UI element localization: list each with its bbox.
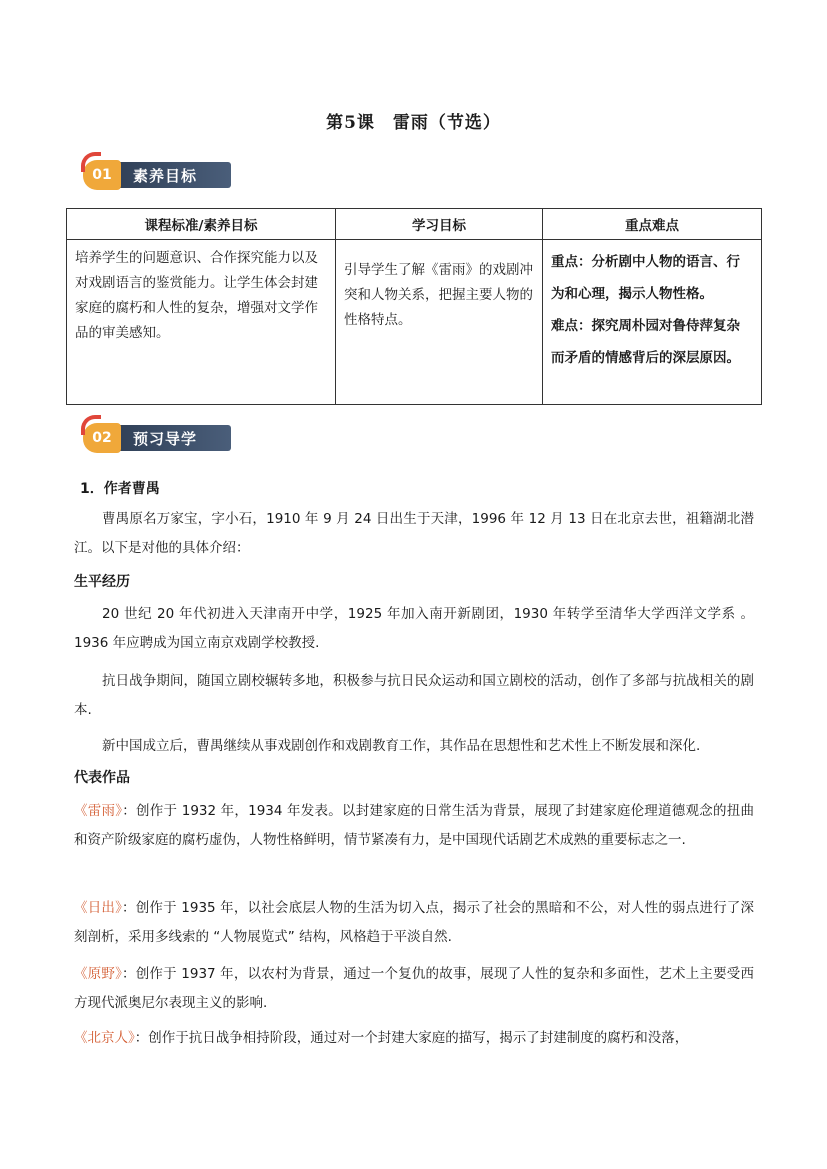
author-intro: 曹禺原名万家宝，字小石，1910 年 9 月 24 日出生于天津，1996 年 12 月 13 日在北京去世，祖籍湖北潜江。以下是对他的具体介绍： [74, 511, 754, 556]
badge-arc-decoration [81, 152, 101, 172]
table-row [67, 240, 762, 405]
badge-label: 预习导学 [133, 430, 198, 448]
life-paragraph-1: 20 世纪 20 年代初进入天津南开中学，1925 年加入南开新剧团，1930 年转学至清华大学西洋文学系 。1936 年应聘成为国立南京戏剧学校教授. [74, 606, 754, 651]
work-description: ：创作于抗日战争相持阶段，通过对一个封建大家庭的描写，揭示了封建制度的腐朽和没落， [134, 1030, 689, 1046]
badge-number: 02 [83, 423, 121, 453]
goals-table [66, 208, 762, 405]
badge-number: 01 [83, 160, 121, 190]
life-heading: 生平经历 [74, 574, 130, 590]
work-item [74, 1024, 754, 1053]
badge-arc-decoration [81, 415, 101, 435]
cell-objective: 引导学生了解《雷雨》的戏剧冲突和人物关系，把握主要人物的性格特点。 [336, 240, 543, 405]
header-key-points: 重点难点 [543, 209, 762, 240]
page-title [0, 108, 827, 133]
work-title: 《日出》 [74, 900, 123, 916]
works-heading: 代表作品 [74, 770, 130, 786]
cell-standard: 培养学生的问题意识、合作探究能力以及对戏剧语言的鉴赏能力。让学生体会封建家庭的腐朽和人性的复杂，增强对文学作品的审美感知。 [67, 240, 336, 405]
key-point: 重点：分析剧中人物的语言、行为和心理，揭示人物性格。 [551, 254, 740, 302]
header-standard: 课程标准/素养目标 [67, 209, 336, 240]
life-paragraph-3: 新中国成立后，曹禺继续从事戏剧创作和戏剧教育工作，其作品在思想性和艺术性上不断发展和深化. [102, 738, 701, 754]
work-title: 《雷雨》 [74, 803, 123, 819]
life-paragraph-2: 抗日战争期间，随国立剧校辗转多地，积极参与抗日民众运动和国立剧校的活动，创作了多部与抗战相关的剧本. [74, 673, 754, 718]
work-title: 《北京人》 [74, 1030, 135, 1046]
difficulty-point: 难点：探究周朴园对鲁侍萍复杂而矛盾的情感背后的深层原因。 [551, 318, 740, 366]
section-badge-preview [83, 421, 233, 455]
badge-label: 素养目标 [133, 167, 198, 185]
work-item [74, 960, 754, 1018]
lesson-number: 第5课 [326, 113, 375, 133]
work-description: ：创作于 1932 年，1934 年发表。以封建家庭的日常生活为背景，展现了封建家庭伦理道德观念的扭曲和资产阶级家庭的腐朽虚伪，人物性格鲜明，情节紧凑有力，是中国现代话剧艺术成熟的重要标志之一. [74, 803, 755, 848]
section-badge-goals [83, 158, 233, 192]
work-item [74, 797, 754, 855]
work-description: ：创作于 1937 年，以农村为背景，通过一个复仇的故事，展现了人性的复杂和多面性，艺术上主要受西方现代派奥尼尔表现主义的影响. [74, 966, 754, 1011]
header-objective: 学习目标 [336, 209, 543, 240]
lesson-name: 雷雨（节选） [392, 113, 501, 133]
section-heading-author: 1．作者曹禺 [80, 481, 160, 497]
work-title: 《原野》 [74, 966, 123, 982]
table-header-row [67, 209, 762, 240]
cell-key-points [543, 240, 762, 405]
work-item [74, 894, 754, 952]
work-description: ：创作于 1935 年，以社会底层人物的生活为切入点，揭示了社会的黑暗和不公，对人性的弱点进行了深刻剖析，采用多线索的 “人物展览式” 结构，风格趋于平淡自然. [74, 900, 754, 945]
